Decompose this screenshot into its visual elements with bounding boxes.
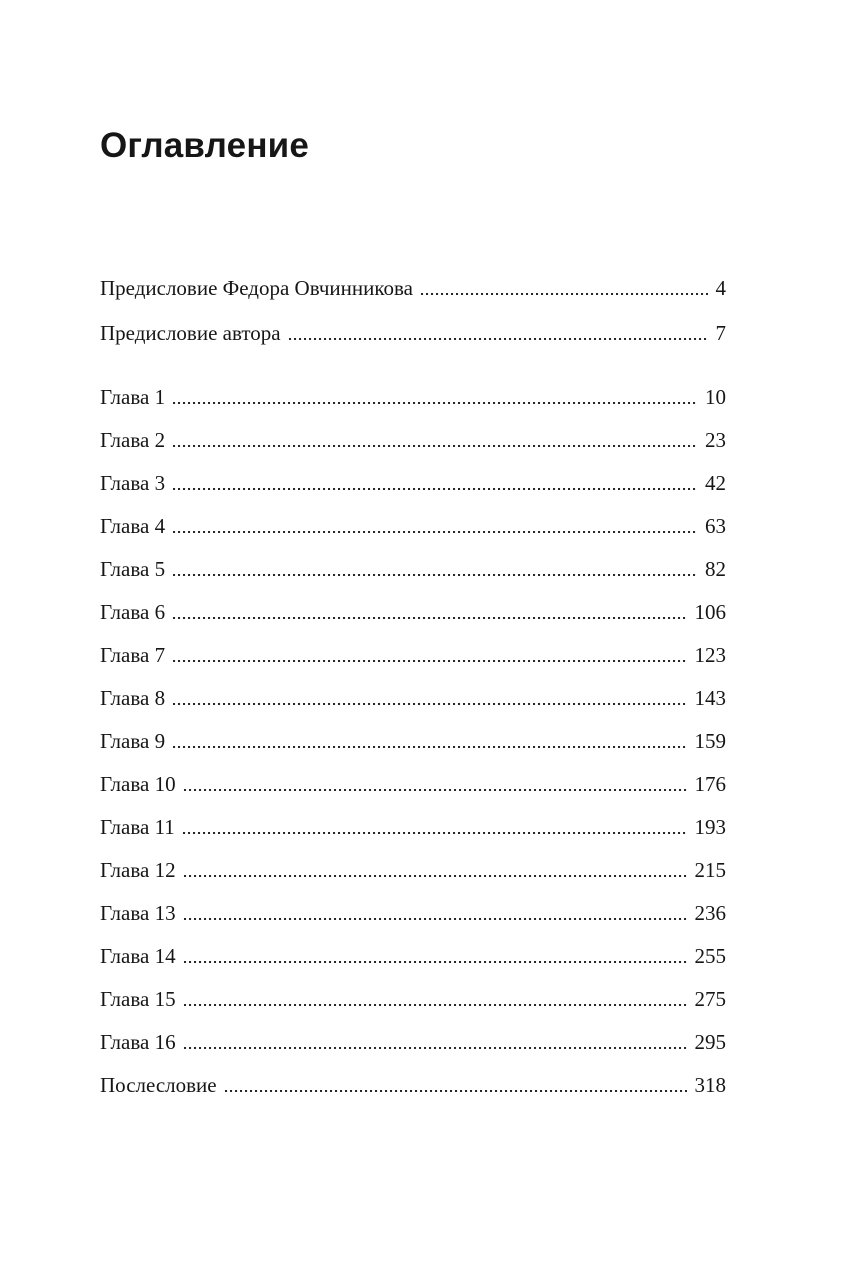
toc-entry-label: Глава 12 [100,858,176,882]
toc-section-preface [100,277,726,345]
dot-leader [421,293,708,295]
toc-entry-page-number: 4 [715,276,726,300]
toc-entry [100,386,726,409]
dot-leader [173,746,686,748]
toc-entry-label: Глава 13 [100,901,176,925]
toc-entry-label: Глава 10 [100,772,176,796]
toc-entry [100,730,726,753]
toc-entry-page-number: 10 [705,385,726,409]
page-title: Оглавление [100,126,310,165]
toc-entry [100,988,726,1011]
toc-entry [100,644,726,667]
dot-leader [184,918,687,920]
toc-entry-page-number: 63 [705,514,726,538]
dot-leader [184,1047,687,1049]
toc-section-chapters [100,386,726,1097]
toc-entry [100,277,726,300]
toc-entry-page-number: 42 [705,471,726,495]
toc-entry [100,601,726,624]
toc-entry-page-number: 193 [694,815,726,839]
dot-leader [173,488,697,490]
toc-entry [100,1031,726,1054]
toc-entry-label: Глава 8 [100,686,166,710]
dot-leader [184,1004,687,1006]
dot-leader [173,402,697,404]
dot-leader [173,703,686,705]
toc-entry [100,429,726,452]
toc-entry-label: Глава 11 [100,815,175,839]
toc-entry-page-number: 143 [694,686,726,710]
toc-entry-label: Глава 1 [100,385,166,409]
toc-entry-page-number: 318 [694,1073,726,1097]
dot-leader [183,832,687,834]
toc-entry-label: Глава 15 [100,987,176,1011]
dot-leader [184,789,687,791]
toc-entry-page-number: 236 [694,901,726,925]
toc-entry-page-number: 255 [694,944,726,968]
dot-leader [173,574,697,576]
toc-entry [100,687,726,710]
toc-entry [100,945,726,968]
toc-entry-label: Глава 2 [100,428,166,452]
toc-entry [100,1074,726,1097]
dot-leader [173,660,686,662]
toc-entry-label: Глава 14 [100,944,176,968]
dot-leader [184,961,687,963]
toc-entry-label: Глава 3 [100,471,166,495]
dot-leader [289,338,708,340]
toc-entry [100,322,726,345]
toc-entry-page-number: 215 [694,858,726,882]
toc-entry [100,816,726,839]
toc-entry-label: Предисловие Федора Овчинникова [100,276,413,300]
toc-entry-page-number: 106 [694,600,726,624]
toc-entry-page-number: 23 [705,428,726,452]
toc-entry-page-number: 159 [694,729,726,753]
toc-entry-label: Послесловие [100,1073,217,1097]
toc-entry-label: Глава 6 [100,600,166,624]
toc-entry [100,859,726,882]
toc-entry-page-number: 82 [705,557,726,581]
toc-entry-label: Глава 7 [100,643,166,667]
table-of-contents [100,277,726,1097]
toc-entry-page-number: 295 [694,1030,726,1054]
toc-entry-label: Глава 5 [100,557,166,581]
toc-entry-page-number: 275 [694,987,726,1011]
toc-entry-page-number: 7 [715,321,726,345]
toc-entry [100,902,726,925]
toc-entry [100,472,726,495]
toc-entry-label: Глава 16 [100,1030,176,1054]
toc-entry-page-number: 176 [694,772,726,796]
toc-entry [100,558,726,581]
dot-leader [173,531,697,533]
dot-leader [173,617,686,619]
toc-entry [100,773,726,796]
toc-entry-label: Глава 4 [100,514,166,538]
toc-entry-page-number: 123 [694,643,726,667]
dot-leader [173,445,697,447]
toc-entry [100,515,726,538]
dot-leader [225,1090,687,1092]
toc-entry-label: Глава 9 [100,729,166,753]
dot-leader [184,875,687,877]
toc-entry-label: Предисловие автора [100,321,281,345]
